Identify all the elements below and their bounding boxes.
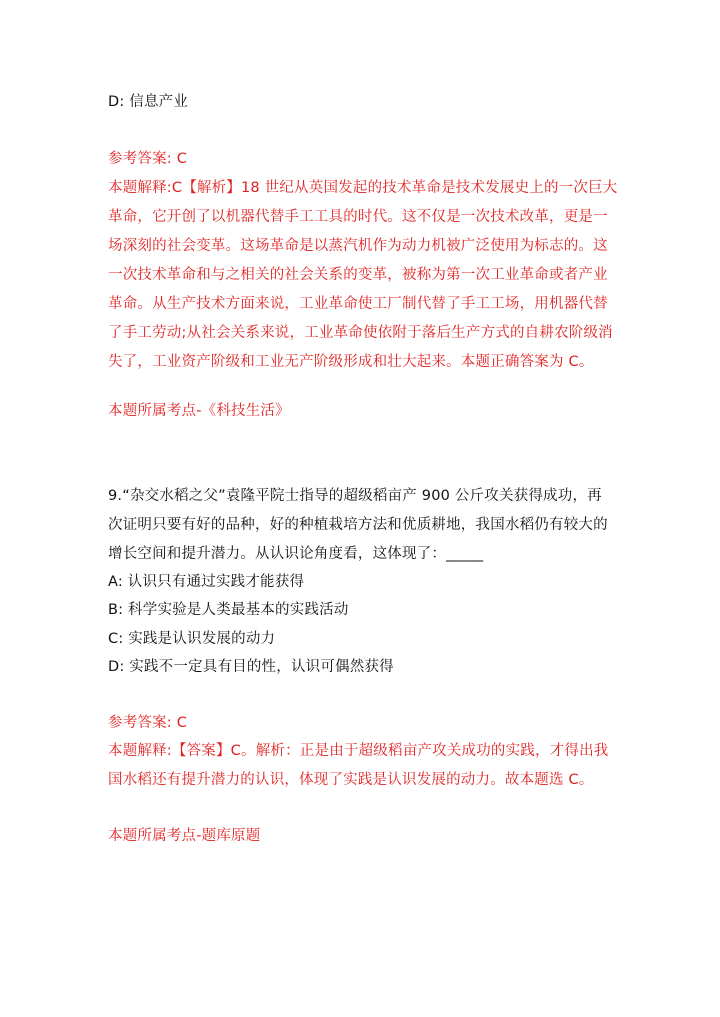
q9-option-a: A: 认识只有通过实践才能获得 — [108, 574, 305, 590]
q9-answer: 参考答案: C — [108, 715, 188, 731]
q9-explanation-line: 国水稻还有提升潜力的认识，体现了实践是认识发展的动力。故本题选 C。 — [108, 772, 594, 788]
q8-answer: 参考答案: C — [108, 151, 188, 167]
q9-stem-line: 增长空间和提升潜力。从认识论角度看，这体现了：_____ — [108, 546, 484, 562]
q8-explanation-line: 失了，工业资产阶级和工业无产阶级形成和壮大起来。本题正确答案为 C。 — [108, 354, 594, 370]
q8-category: 本题所属考点-《科技生活》 — [108, 403, 290, 419]
q9-stem-line: 次证明只要有好的品种，好的种植栽培方法和优质耕地，我国水稻仍有较大的 — [108, 517, 608, 533]
q8-explanation-line: 一次技术革命和与之相关的社会关系的变革，被称为第一次工业革命或者产业 — [108, 267, 608, 283]
q9-category: 本题所属考点-题库原题 — [108, 828, 261, 844]
q8-explanation-line: 场深刻的社会变革。这场革命是以蒸汽机作为动力机被广泛使用为标志的。这 — [108, 238, 608, 254]
q8-explanation-line: 本题解释:C【解析】18 世纪从英国发起的技术革命是技术发展史上的一次巨大 — [108, 180, 618, 196]
q8-option-d: D: 信息产业 — [108, 94, 189, 110]
q9-option-c: C: 实践是认识发展的动力 — [108, 631, 276, 647]
q9-stem-line: 9.“杂交水稻之父”袁隆平院士指导的超级稻亩产 900 公斤攻关获得成功，再 — [108, 488, 602, 504]
q8-explanation-line: 了手工劳动;从社会关系来说，工业革命使依附于落后生产方式的自耕农阶级消 — [108, 325, 613, 341]
q8-explanation-line: 革命，它开创了以机器代替手工工具的时代。这不仅是一次技术改革，更是一 — [108, 209, 608, 225]
q9-option-d: D: 实践不一定具有目的性，认识可偶然获得 — [108, 659, 394, 675]
q8-explanation-line: 革命。从生产技术方面来说，工业革命使工厂制代替了手工工场，用机器代替 — [108, 296, 608, 312]
q9-option-b: B: 科学实验是人类最基本的实践活动 — [108, 602, 349, 618]
q9-explanation-line: 本题解释:【答案】C。解析：正是由于超级稻亩产攻关成功的实践，才得出我 — [108, 743, 609, 759]
